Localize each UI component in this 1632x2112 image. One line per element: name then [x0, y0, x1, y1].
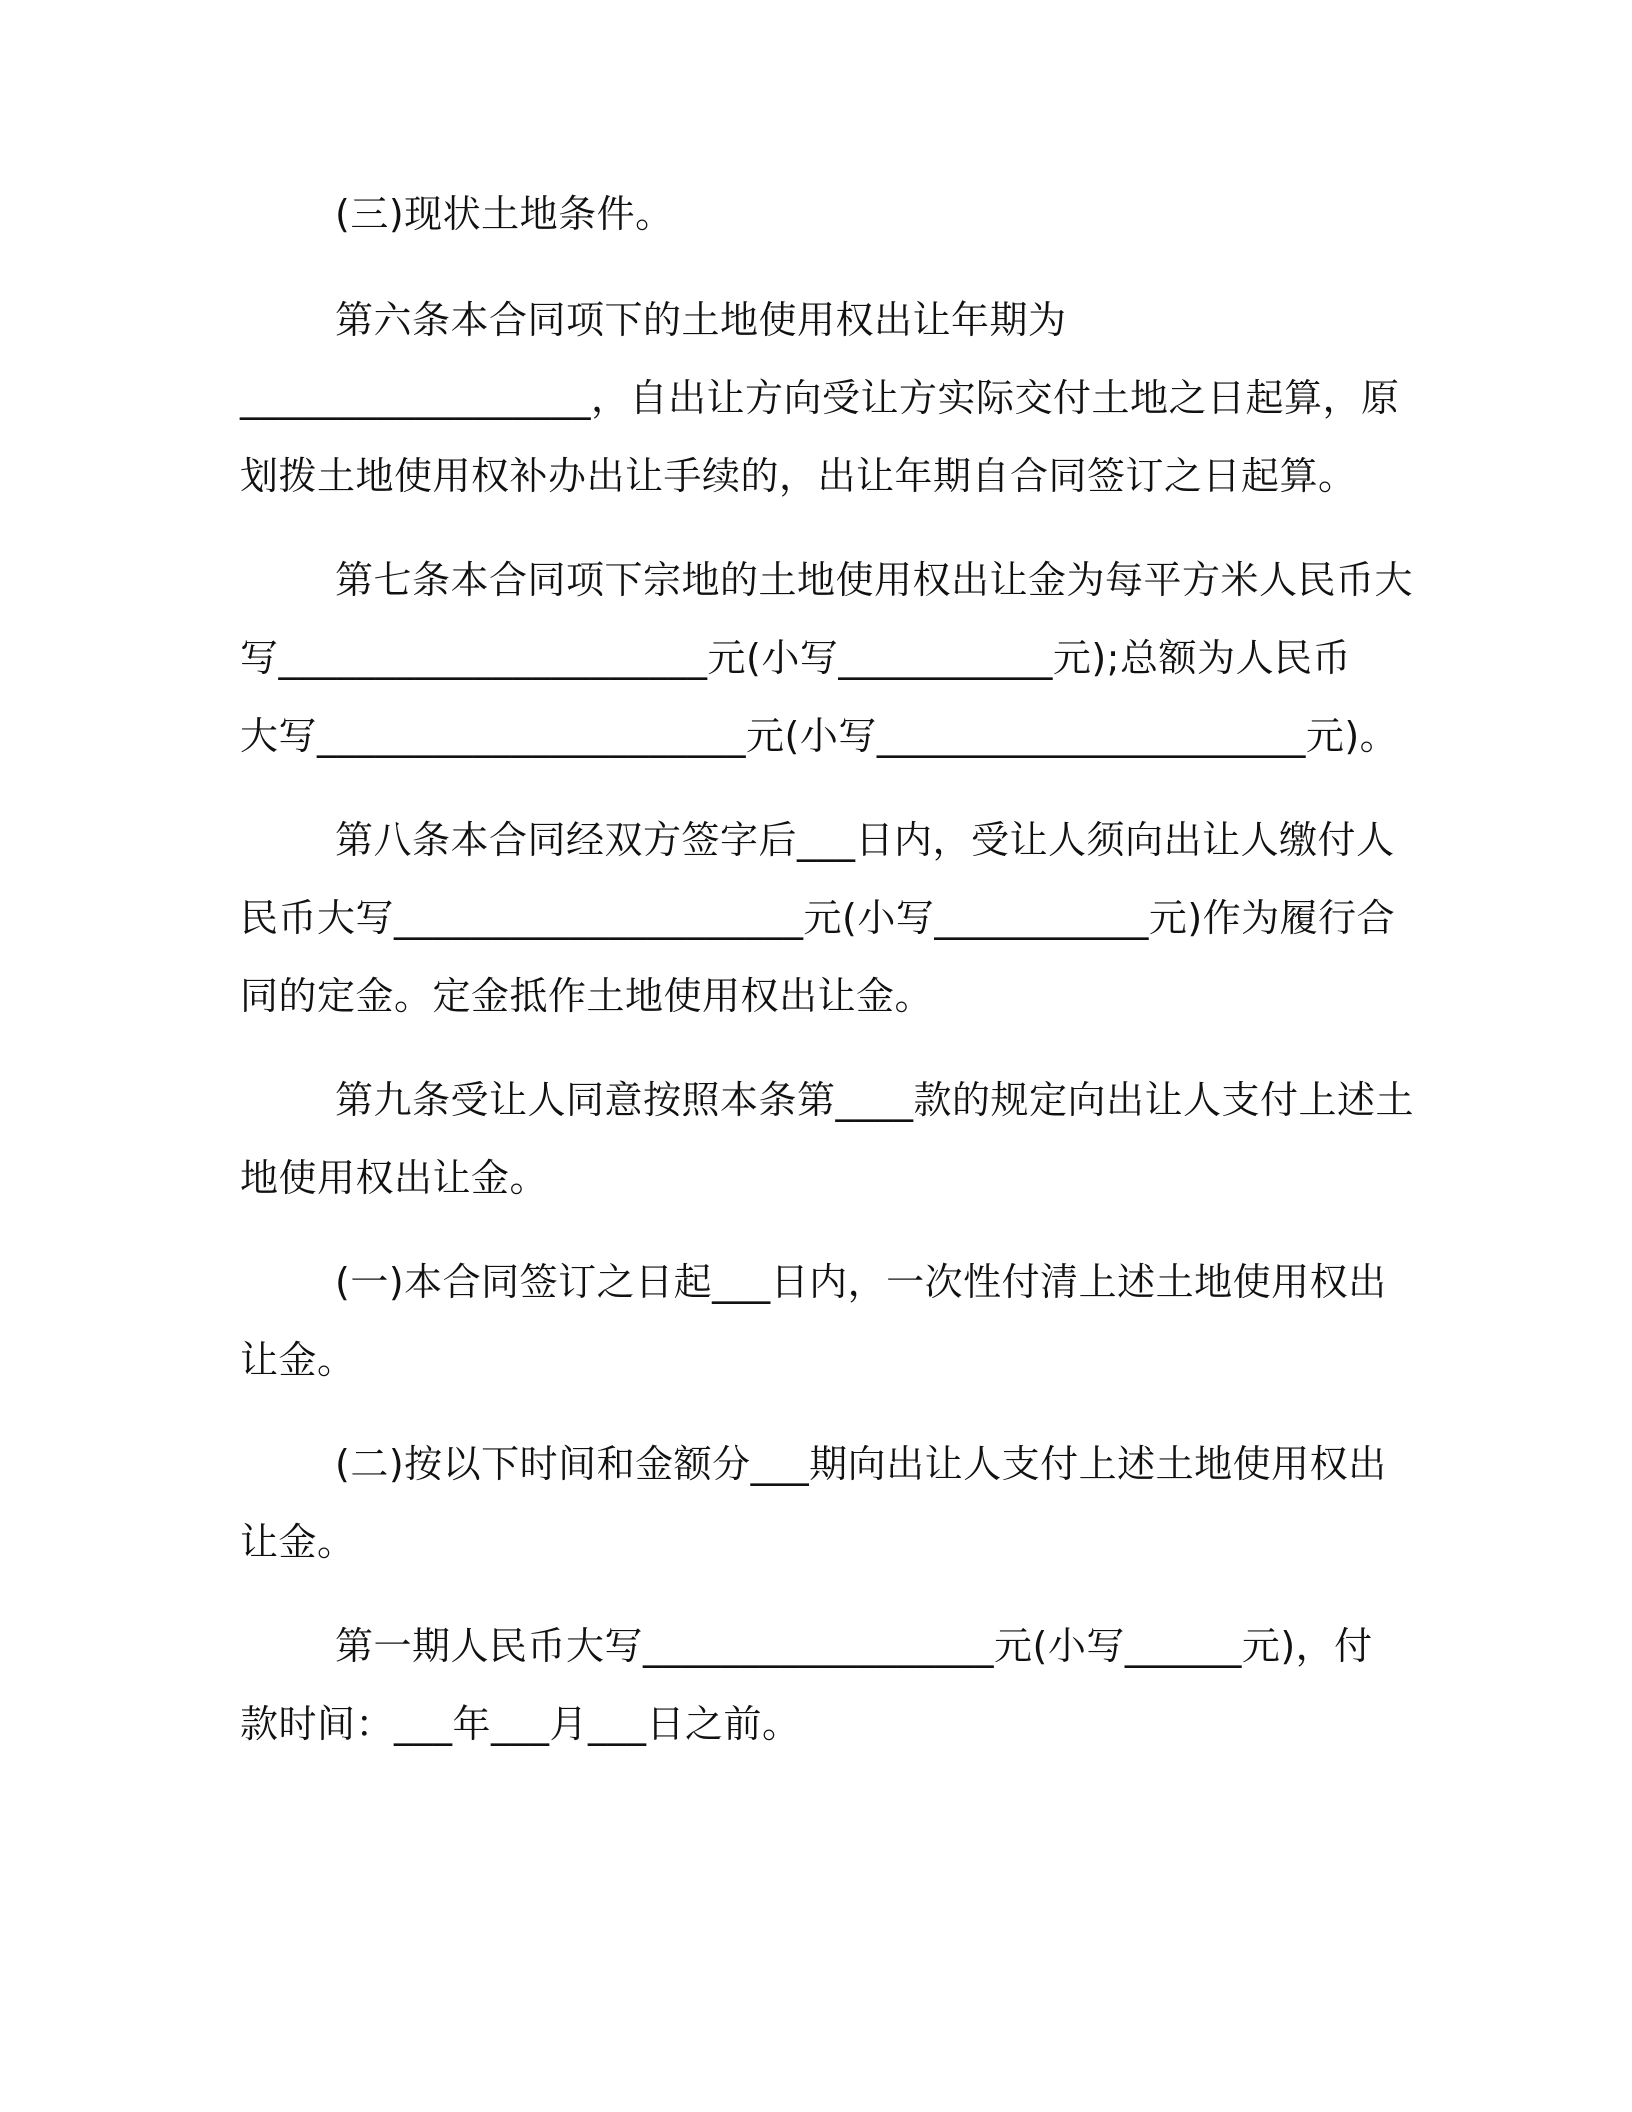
article-8-line-3: 同的定金。定金抵作土地使用权出让金。 [240, 974, 934, 1018]
article-7-line-1: 第七条本合同项下宗地的土地使用权出让金为每平方米人民币大 [335, 558, 1414, 602]
installment-1-line-1: 第一期人民币大写__________________元(小写______元)，付 [335, 1624, 1373, 1668]
article-8-line-1: 第八条本合同经双方签字后___日内，受让人须向出让人缴付人 [335, 818, 1395, 862]
article-6-line-3: 划拨土地使用权补办出让手续的，出让年期自合同签订之日起算。 [240, 454, 1357, 498]
article-9-line-1: 第九条受让人同意按照本条第____款的规定向出让人支付上述土 [335, 1078, 1415, 1122]
article-7-line-2: 写______________________元(小写___________元);总额为人民币 [240, 636, 1351, 680]
article-6-line-2: __________________，自出让方向受让方实际交付土地之日起算，原 [240, 376, 1400, 420]
installment-1-line-2: 款时间：___年___月___日之前。 [240, 1702, 801, 1746]
clause-1-line-2: 让金。 [240, 1338, 356, 1382]
article-6-line-1: 第六条本合同项下的土地使用权出让年期为 [335, 298, 1067, 342]
clause-2-line-2: 让金。 [240, 1520, 356, 1564]
clause-2-line-1: (二)按以下时间和金额分___期向出让人支付上述土地使用权出 [335, 1442, 1387, 1486]
article-8-line-2: 民币大写_____________________元(小写___________元)作为履行合 [240, 896, 1396, 940]
article-9-line-2: 地使用权出让金。 [240, 1156, 549, 1200]
clause-1-line-1: (一)本合同签订之日起___日内，一次性付清上述土地使用权出 [335, 1260, 1387, 1304]
article-7-line-3: 大写______________________元(小写______________________元)。 [240, 714, 1399, 758]
paragraph-status-line-1: (三)现状土地条件。 [335, 192, 674, 236]
